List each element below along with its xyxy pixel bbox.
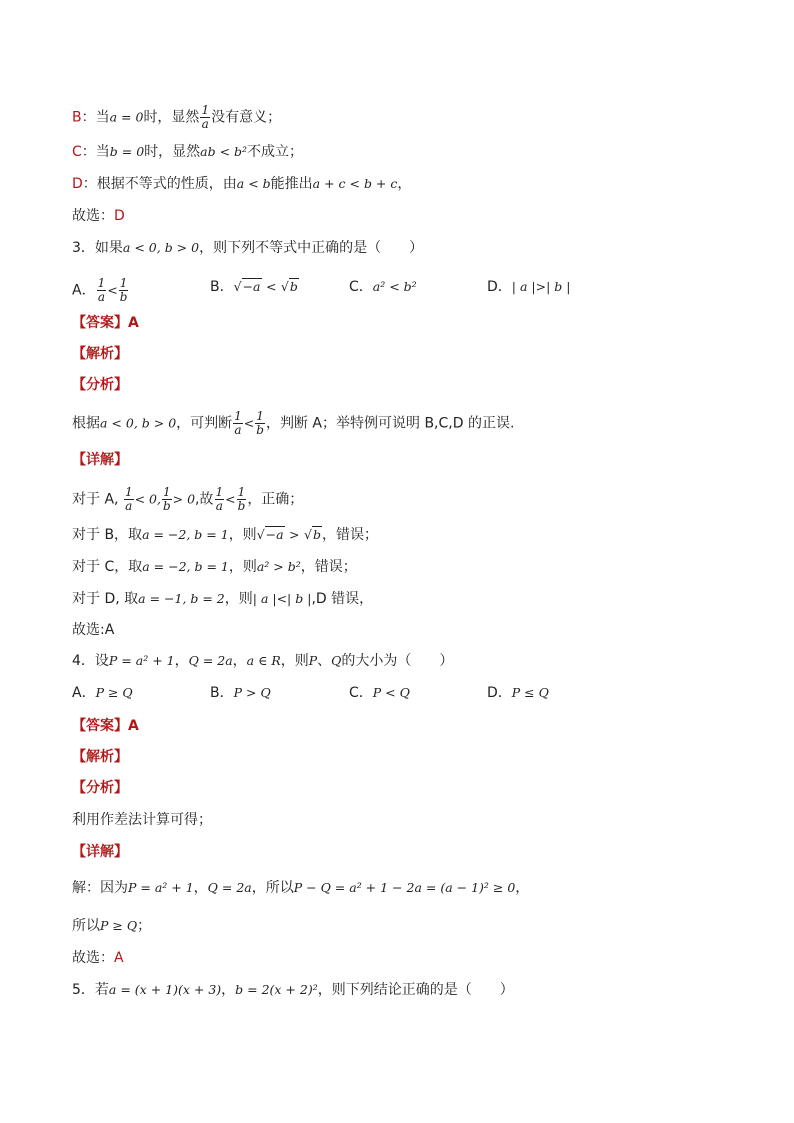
math: a = −1, b = 2 bbox=[138, 591, 225, 606]
denominator: a bbox=[97, 290, 105, 304]
selection-answer: D bbox=[114, 208, 125, 224]
option-b-label: B bbox=[72, 109, 82, 126]
option-d-label: D bbox=[72, 176, 83, 192]
math: a = (x + 1)(x + 3) bbox=[108, 982, 222, 997]
sqrt: √b bbox=[280, 279, 298, 294]
math: | a |<| b | bbox=[252, 591, 312, 606]
denominator: a bbox=[234, 423, 242, 437]
text: ，则 bbox=[228, 527, 257, 543]
text: 解：因为 bbox=[72, 880, 128, 896]
question-5-stem bbox=[72, 980, 514, 1000]
question-3-options bbox=[72, 273, 722, 304]
sqrt: √−a bbox=[233, 279, 261, 294]
option-label: D． bbox=[487, 279, 512, 295]
text: 如果 bbox=[94, 240, 123, 256]
sqrt: √b bbox=[303, 527, 321, 542]
operator: < bbox=[265, 279, 277, 294]
answer-line bbox=[72, 716, 139, 736]
math: P > Q bbox=[233, 685, 271, 700]
q3-detail-b bbox=[72, 525, 378, 545]
text: ，则下列结论正确的是（ ） bbox=[317, 982, 514, 998]
radicand: b bbox=[312, 527, 321, 542]
numerator: 1 bbox=[234, 409, 242, 423]
text: 、 bbox=[317, 653, 332, 669]
text: ，所以 bbox=[251, 880, 294, 896]
option-c bbox=[349, 277, 417, 297]
q4-solution-step-2 bbox=[72, 916, 151, 936]
math: a < 0, b > 0 bbox=[122, 240, 200, 255]
detail-tag: 【详解】 bbox=[72, 844, 128, 860]
text: ：当 bbox=[81, 109, 110, 126]
operator: < bbox=[243, 415, 255, 431]
text: 时，显然 bbox=[143, 109, 200, 126]
math: a < 0, b > 0 bbox=[100, 415, 177, 431]
text: 能推出 bbox=[270, 176, 313, 192]
q4-solution-step-1 bbox=[72, 878, 529, 898]
option-d-explanation bbox=[72, 174, 411, 194]
math: a² < b² bbox=[372, 279, 417, 294]
text: ， bbox=[193, 880, 208, 896]
fraction bbox=[124, 486, 134, 513]
text: ，错误； bbox=[321, 527, 378, 543]
numerator: 1 bbox=[124, 485, 133, 499]
denominator: a bbox=[201, 117, 209, 131]
math: Q = 2a bbox=[207, 880, 252, 895]
text: ， bbox=[221, 982, 236, 998]
math: b = 0 bbox=[109, 144, 145, 159]
text: ,故 bbox=[195, 491, 214, 508]
operator: < bbox=[107, 282, 118, 298]
question-4-stem bbox=[72, 651, 453, 671]
text: ，判断 A；举特例可说明 B,C,D 的正误. bbox=[265, 415, 515, 432]
radicand: −a bbox=[265, 527, 284, 542]
text: 若 bbox=[94, 982, 109, 998]
fenxi-tag: 【分析】 bbox=[72, 780, 128, 796]
text: 对于 A, bbox=[72, 491, 119, 508]
analysis-tag: 【解析】 bbox=[72, 346, 128, 362]
numerator: 1 bbox=[97, 276, 106, 290]
selection-answer: A bbox=[114, 950, 124, 966]
text: ：当 bbox=[81, 144, 110, 160]
fraction bbox=[162, 486, 172, 513]
option-label: C． bbox=[349, 685, 373, 701]
detail-tag: 【详解】 bbox=[72, 452, 128, 468]
q3-detail-c bbox=[72, 557, 357, 577]
math: b = 2(x + 2)² bbox=[235, 982, 318, 997]
fraction bbox=[119, 277, 129, 304]
math: P ≥ Q bbox=[100, 918, 138, 933]
math: a = −2, b = 1 bbox=[142, 527, 229, 542]
text: ，则 bbox=[228, 559, 257, 575]
math: P ≤ Q bbox=[511, 685, 549, 700]
math: a = 0 bbox=[109, 109, 144, 125]
q3-selection: 故选:A bbox=[72, 622, 115, 638]
q4-fenxi-text: 利用作差法计算可得； bbox=[72, 812, 212, 828]
text: 不成立； bbox=[247, 144, 304, 160]
math: a < b bbox=[236, 176, 271, 191]
option-c bbox=[349, 683, 410, 703]
fraction bbox=[255, 410, 265, 437]
text: ，错误； bbox=[300, 559, 357, 575]
fraction bbox=[233, 410, 243, 437]
denominator: b bbox=[256, 423, 264, 437]
text: 故选： bbox=[72, 950, 114, 966]
question-number: 5． bbox=[72, 982, 95, 998]
sqrt: √−a bbox=[256, 527, 284, 542]
denominator: b bbox=[119, 290, 128, 304]
option-a bbox=[72, 277, 129, 304]
text: ， bbox=[174, 653, 189, 669]
denominator: a bbox=[125, 499, 133, 513]
numerator: 1 bbox=[201, 103, 210, 117]
math: P = a² + 1 bbox=[108, 653, 175, 668]
text: ，则下列不等式中正确的是（ ） bbox=[199, 240, 424, 256]
option-b-explanation bbox=[72, 104, 281, 131]
math: a = −2, b = 1 bbox=[142, 559, 229, 574]
math: P − Q = a² + 1 − 2a = (a − 1)² ≥ 0 bbox=[293, 880, 516, 895]
option-a bbox=[72, 683, 133, 703]
numerator: 1 bbox=[215, 485, 224, 499]
question-number: 4． bbox=[72, 653, 95, 669]
answer-line bbox=[72, 313, 139, 333]
option-c-label: C bbox=[72, 144, 82, 160]
denominator: a bbox=[215, 499, 223, 513]
fraction bbox=[200, 104, 210, 131]
text: ， bbox=[515, 880, 530, 896]
answer-tag: 【答案】 bbox=[72, 718, 128, 734]
text: 对于 B，取 bbox=[72, 527, 143, 543]
math: < 0, bbox=[134, 491, 161, 507]
radicand: −a bbox=[242, 279, 261, 294]
text: ，则 bbox=[224, 591, 253, 607]
text: ，正确； bbox=[247, 491, 304, 508]
text: 所以 bbox=[72, 918, 100, 934]
math: a² > b² bbox=[256, 559, 301, 574]
radicand: b bbox=[289, 279, 298, 294]
question-4-options bbox=[72, 683, 722, 705]
denominator: b bbox=[162, 499, 171, 513]
math: P = a² + 1 bbox=[128, 880, 194, 895]
math: P ≥ Q bbox=[95, 685, 133, 700]
fraction bbox=[237, 486, 247, 513]
text: 设 bbox=[94, 653, 109, 669]
numerator: 1 bbox=[237, 485, 246, 499]
text: ， bbox=[397, 176, 412, 192]
math: P < Q bbox=[372, 685, 410, 700]
selection-line bbox=[72, 206, 125, 226]
math: a ∈ R bbox=[246, 653, 281, 668]
fraction bbox=[215, 486, 225, 513]
math: Q bbox=[331, 653, 342, 668]
option-label: A． bbox=[72, 685, 96, 701]
text: ，则 bbox=[280, 653, 309, 669]
text: ,D 错误， bbox=[311, 591, 374, 607]
text: 故选： bbox=[72, 208, 114, 224]
text: 时，显然 bbox=[144, 144, 201, 160]
numerator: 1 bbox=[256, 409, 264, 423]
text: ； bbox=[137, 918, 152, 934]
operator: < bbox=[225, 491, 236, 507]
option-c-explanation bbox=[72, 142, 303, 162]
option-label: C． bbox=[349, 279, 373, 295]
denominator: b bbox=[237, 499, 246, 513]
answer-value: A bbox=[128, 315, 139, 331]
text: 没有意义； bbox=[211, 109, 282, 126]
text: 根据 bbox=[72, 415, 100, 432]
option-d bbox=[487, 683, 549, 703]
text: ， bbox=[232, 653, 247, 669]
q4-selection bbox=[72, 948, 124, 968]
math: a + c < b + c bbox=[312, 176, 398, 191]
option-label: A． bbox=[72, 282, 96, 299]
text: ：根据不等式的性质，由 bbox=[82, 176, 237, 192]
answer-tag: 【答案】 bbox=[72, 315, 128, 331]
math: | a |>| b | bbox=[511, 279, 571, 294]
numerator: 1 bbox=[162, 485, 171, 499]
text: 对于 C，取 bbox=[72, 559, 143, 575]
answer-value: A bbox=[128, 718, 139, 734]
analysis-tag: 【解析】 bbox=[72, 749, 128, 765]
option-b bbox=[210, 277, 299, 297]
option-label: B． bbox=[210, 279, 234, 295]
question-number: 3． bbox=[72, 240, 95, 256]
option-label: D． bbox=[487, 685, 512, 701]
q3-fenxi-text bbox=[72, 410, 514, 437]
option-b bbox=[210, 683, 271, 703]
fenxi-tag: 【分析】 bbox=[72, 377, 128, 393]
text: 的大小为（ ） bbox=[341, 653, 454, 669]
q3-detail-a bbox=[72, 486, 303, 513]
option-label: B． bbox=[210, 685, 234, 701]
math: > 0 bbox=[172, 491, 196, 507]
numerator: 1 bbox=[119, 276, 128, 290]
fraction bbox=[97, 277, 107, 304]
text: 对于 D, 取 bbox=[72, 591, 139, 607]
text: ，可判断 bbox=[176, 415, 233, 432]
math: ab < b² bbox=[200, 144, 248, 159]
math: P bbox=[308, 653, 318, 668]
question-3-stem bbox=[72, 238, 423, 258]
option-d bbox=[487, 277, 570, 297]
q3-detail-d bbox=[72, 589, 373, 609]
operator: > bbox=[289, 527, 300, 542]
math: Q = 2a bbox=[188, 653, 233, 668]
